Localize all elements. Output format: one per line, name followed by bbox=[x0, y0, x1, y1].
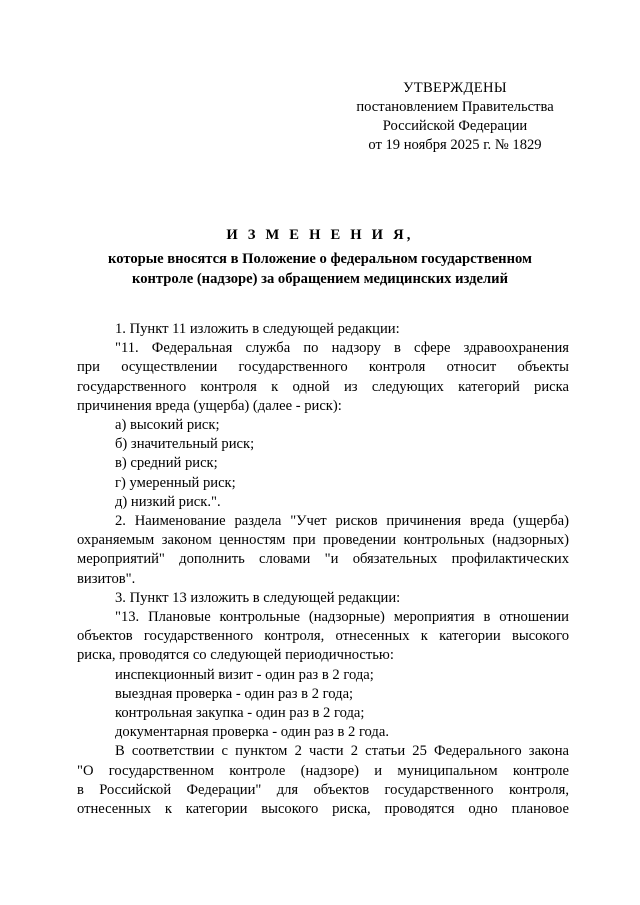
list-item-risk-d: г) умеренный риск; bbox=[115, 474, 236, 491]
paragraph-line: 2. Наименование раздела "Учет рисков причинения вреда (ущерба) bbox=[115, 513, 569, 530]
list-item-risk-e: д) низкий риск.". bbox=[115, 493, 221, 510]
list-item-risk-c: в) средний риск; bbox=[115, 455, 218, 472]
paragraph-line: "О государственном контроле (надзоре) и муниципальном контроле bbox=[77, 762, 569, 779]
paragraph-line: риска, проводятся со следующей периодичностью: bbox=[77, 647, 394, 664]
paragraph-line: "11. Федеральная служба по надзору в сфере здравоохранения bbox=[115, 340, 569, 357]
paragraph-item-3: 3. Пункт 13 изложить в следующей редакции: bbox=[115, 589, 401, 606]
document-title: И З М Е Н Е Н И Я, bbox=[226, 227, 414, 243]
paragraph-item-1: 1. Пункт 11 изложить в следующей редакции: bbox=[115, 321, 400, 337]
paragraph-line: при осуществлении государственного контроля относит объекты bbox=[77, 359, 569, 376]
paragraph-line: охраняемым законом ценностям при проведении контрольных (надзорных) bbox=[77, 532, 569, 549]
list-item-risk-b: б) значительный риск; bbox=[115, 436, 255, 453]
paragraph-line: государственного контроля к одной из следующих категорий риска bbox=[77, 378, 569, 395]
subtitle-line-1: которые вносятся в Положение о федеральном государственном bbox=[108, 251, 532, 267]
paragraph-line: объектов государственного контроля, отнесенных к категории высокого bbox=[77, 628, 569, 645]
paragraph-line: отнесенных к категории высокого риска, проводятся одно плановое bbox=[77, 801, 569, 818]
paragraph-line: мероприятий" дополнить словами "и обязательных профилактических bbox=[77, 551, 569, 568]
paragraph-line: "13. Плановые контрольные (надзорные) мероприятия в отношении bbox=[115, 609, 569, 626]
document-body bbox=[77, 320, 569, 819]
paragraph-line: В соответствии с пунктом 2 части 2 статьи 25 Федерального закона bbox=[115, 743, 569, 760]
approval-line-1: постановлением Правительства bbox=[356, 99, 554, 115]
list-item-field-check: выездная проверка - один раз в 2 года; bbox=[115, 685, 354, 702]
paragraph-line: причинения вреда (ущерба) (далее - риск): bbox=[77, 397, 342, 414]
subtitle-line-2: контроле (надзоре) за обращением медицинских изделий bbox=[132, 270, 508, 287]
list-item-inspection-visit: инспекционный визит - один раз в 2 года; bbox=[115, 666, 374, 683]
list-item-risk-a: а) высокий риск; bbox=[115, 417, 220, 434]
approval-line-3: от 19 ноября 2025 г. № 1829 bbox=[368, 137, 542, 153]
paragraph-line: визитов". bbox=[77, 570, 136, 587]
list-item-document-check: документарная проверка - один раз в 2 года. bbox=[115, 724, 389, 741]
list-item-control-purchase: контрольная закупка - один раз в 2 года; bbox=[115, 705, 365, 722]
approval-stamp bbox=[330, 79, 580, 155]
approval-heading: УТВЕРЖДЕНЫ bbox=[403, 80, 507, 96]
paragraph-line: в Российской Федерации" для объектов государственного контроля, bbox=[77, 781, 569, 798]
approval-line-2: Российской Федерации bbox=[382, 118, 528, 134]
document-subtitle bbox=[60, 250, 580, 289]
